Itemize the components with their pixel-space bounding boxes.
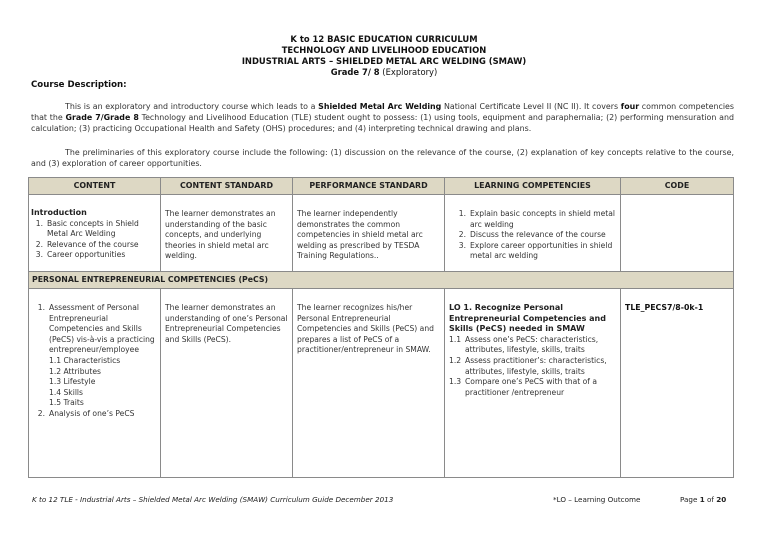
list-item: 3. Career opportunities [35,250,126,260]
content-standard-cell: The learner demonstrates an understanding of one’s Personal Entrepreneurial Competencies and Skills (PeCS). [161,289,293,478]
column-header-code: CODE [621,178,734,195]
competencies-list [449,335,616,399]
course-description-heading: Course Description: [31,80,127,90]
column-header-performance-standard: PERFORMANCE STANDARD [293,178,445,195]
learning-competencies-cell [445,195,621,272]
content-list [33,303,156,356]
page-number: Page 1 of 20 [680,495,727,504]
course-description-paragraph-2: The preliminaries of this exploratory course include the following: (1) discussion on the relevance of the course, (2) explanation of key concepts relative to the course, and (3) exploration of career opportunities. [31,148,734,169]
title-line-2: TECHNOLOGY AND LIVELIHOOD EDUCATION [281,45,487,55]
code-cell [621,195,734,272]
list-item: 1.2 Assess practitioner’s: characteristics, attributes, lifestyle, skills, traits [449,355,607,376]
title-line-1: K to 12 BASIC EDUCATION CURRICULUM [290,34,478,44]
list-item: 2. Analysis of one’s PeCS [37,408,135,418]
learning-competencies-cell [445,289,621,478]
grade-label: Grade 7/ 8 [330,67,380,77]
footer-document-title: K to 12 TLE - Industrial Arts – Shielded Metal Arc Welding (SMAW) Curriculum Guide December 2013 [32,495,394,504]
list-item: 2. Discuss the relevance of the course [458,230,606,240]
footer-legend: *LO – Learning Outcome [553,495,641,504]
list-item: 1.3 Compare one’s PeCS with that of a practitioner /entrepreneur [449,377,598,397]
performance-standard-cell: The learner independently demonstrates the common competencies in shield metal arc welding as prescribed by TESDA Training Regulations.. [293,195,445,272]
table-row [29,195,734,272]
column-header-content-standard: CONTENT STANDARD [161,178,293,195]
content-cell [29,195,161,272]
column-header-content: CONTENT [29,178,161,195]
list-item: 1. Basic concepts in Shield Metal Arc Welding [35,218,139,239]
table-header-row [29,178,734,195]
list-item: 2. Relevance of the course [35,239,139,249]
list-item: 1.1 Characteristics [49,355,121,365]
performance-standard-cell: The learner recognizes his/her Personal Entrepreneurial Competencies and Skills (PeCS) and prepares a list of PeCS of a practitioner/entrepreneur in SMAW. [293,289,445,478]
content-cell [29,289,161,478]
code-cell [621,289,734,478]
content-list [31,219,156,261]
title-line-3: INDUSTRIAL ARTS – SHIELDED METAL ARC WELDING (SMAW) [241,56,527,66]
list-item: 1.1 Assess one’s PeCS: characteristics, attributes, lifestyle, skills, traits [449,334,599,355]
list-item: 1.5 Traits [49,398,84,408]
section-header-row [29,272,734,289]
content-sublist [33,356,156,409]
grade-line [0,67,768,78]
list-item: 1.2 Attributes [49,366,101,376]
list-item: 3. Explore career opportunities in shield metal arc welding [458,240,613,261]
content-standard-cell: The learner demonstrates an understanding of the basic concepts, and underlying theories in shield metal arc welding. [161,195,293,272]
section-title: PERSONAL ENTREPRENEURIAL COMPETENCIES (PeCS) [29,272,734,289]
table-row [29,289,734,478]
list-item: 1. Assessment of Personal Entrepreneurial Competencies and Skills (PeCS) vis-à-vis a practicing entrepreneur/employee [37,303,155,355]
competency-code: TLE_PECS7/8-0k-1 [625,303,704,312]
curriculum-table [28,177,734,478]
grade-subtitle: (Exploratory) [379,67,438,77]
learning-outcome-title: LO 1. Recognize Personal Entrepreneurial Competencies and Skills (PeCS) needed in SMAW [449,303,606,334]
list-item: 1.3 Lifestyle [49,377,96,387]
document-title [0,34,768,78]
competencies-list [449,209,616,262]
column-header-learning-competencies: LEARNING COMPETENCIES [445,178,621,195]
list-item: 1. Explain basic concepts in shield metal arc welding [458,209,616,229]
list-item: 1.4 Skills [49,387,83,397]
content-title: Introduction [31,208,87,217]
course-description-paragraph-1: This is an exploratory and introductory course which leads to a Shielded Metal Arc Welding National Certificate Level II (NC II). It covers four common competencies that the Grade 7/Grade 8 Technology and Livelihood Education (TLE) student ought to possess: (1) using tools, equipment and paraphernalia; (2) performing mensuration and calculation; (3) practicing Occupational Health and Safety (OHS) procedures; and (4) interpreting technical drawing and plans. [31,102,734,134]
